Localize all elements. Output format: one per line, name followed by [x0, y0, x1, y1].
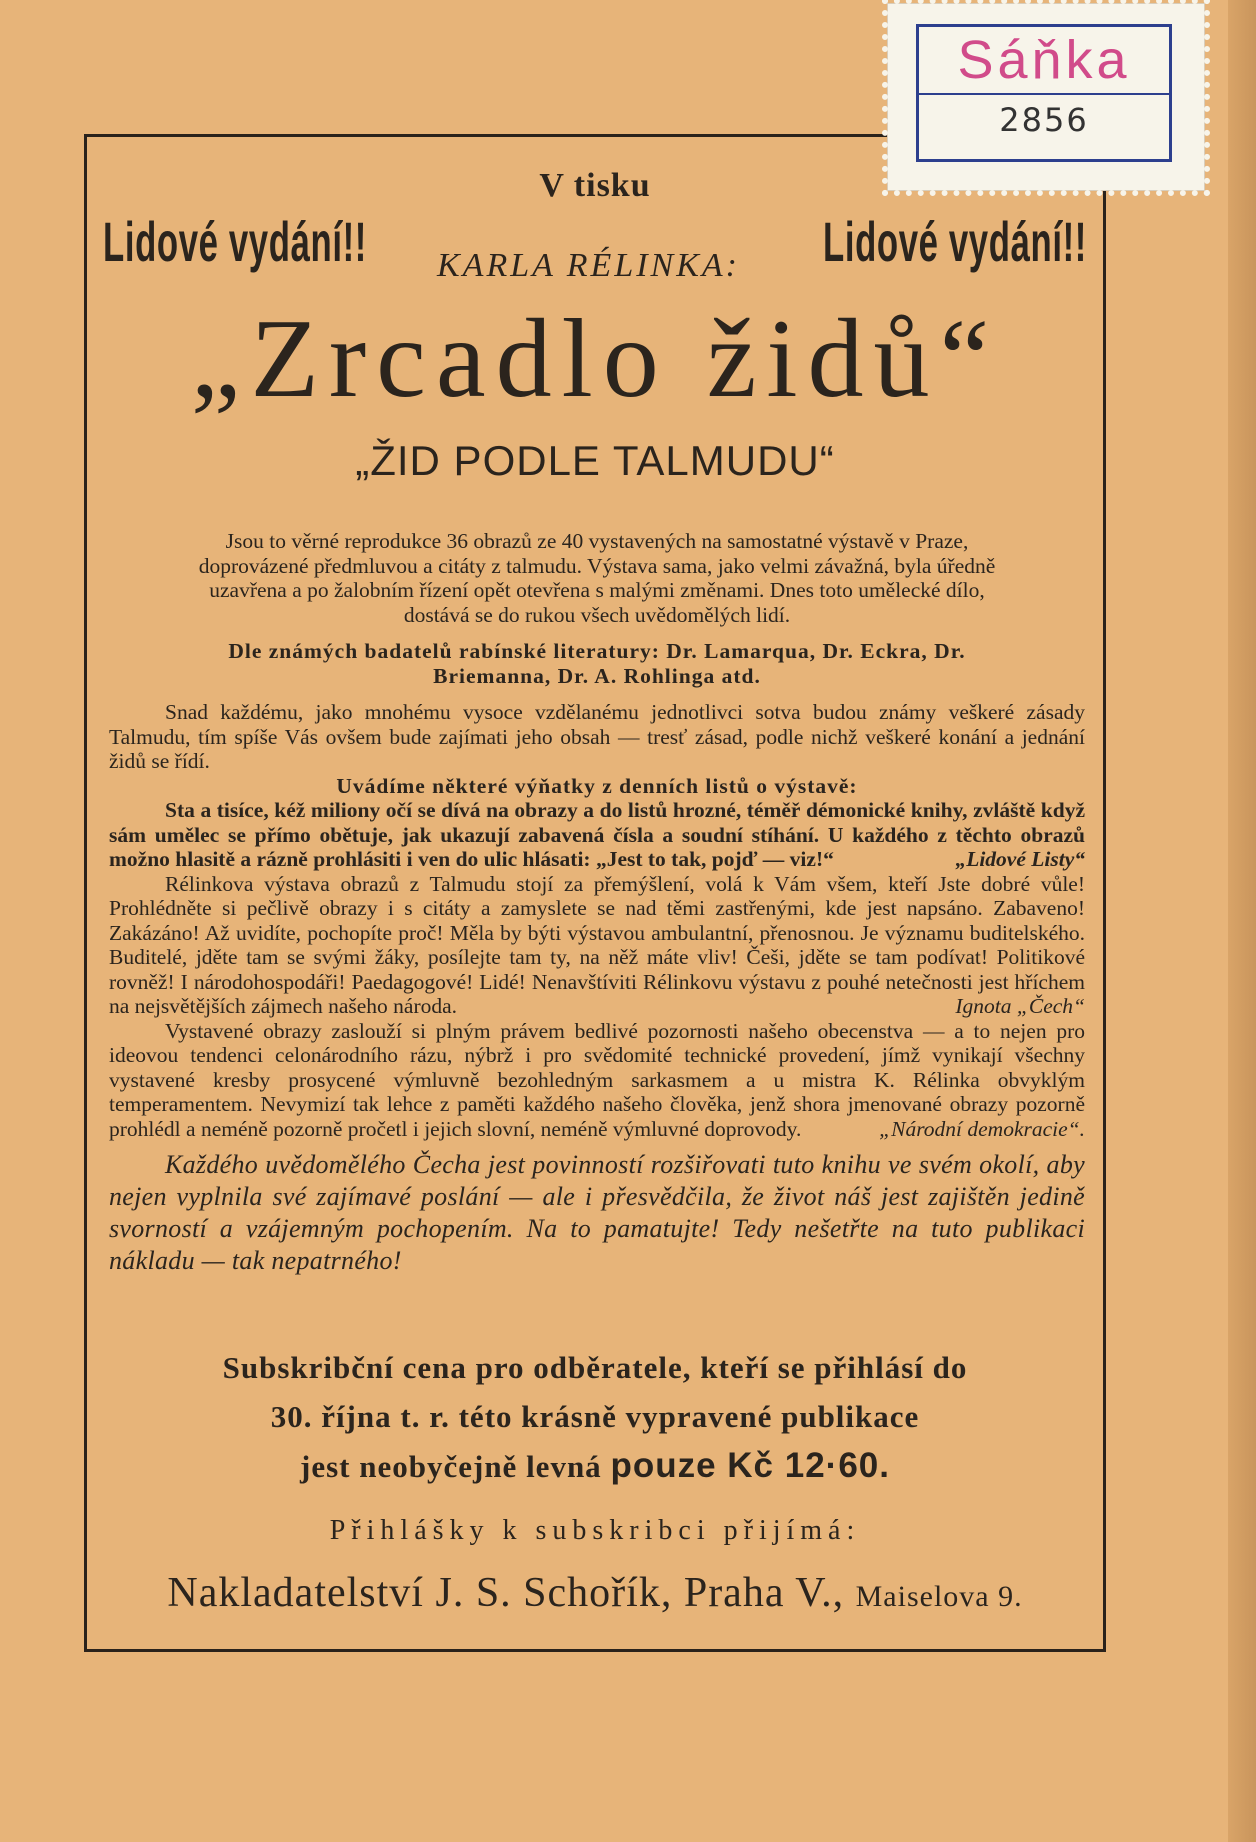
subscription-price: pouze Kč 12·60.: [610, 1446, 890, 1485]
quote-1-source: „Lidové Listy“: [955, 847, 1085, 871]
quote-1-text: Sta a tisíce, kéž miliony očí se dívá na obrazy a do listů hrozné, téměř démonické knihy, zvláště když sám umělec se přímo obětuje, jak ukazují zabavená čísla a soudní stíhání. U každého z těchto obrazů možno hlasitě a rázně prohlásiti i ven do ulic hlásati: „Jest to tak, pojď — viz!“: [109, 798, 1085, 871]
stamp-divider: [919, 93, 1169, 95]
subscription-prefix: jest neobyčejně levná: [300, 1449, 602, 1484]
in-print-label: V tisku: [539, 167, 651, 204]
quote-1: [109, 798, 1085, 872]
banner-left: Lidové vydání!!: [103, 210, 367, 273]
quote-2-text: Rélinkova výstava obrazů z Talmudu stojí za přemýšlení, volá k Vám všem, kteří Jste dobré vůle! Prohlédněte si pečlivě obrazy i s citáty a zamyslete se nad těmi zastřenými, kde jest napsáno. Zabaveno! Zakázáno! Až uvidíte, pochopíte proč! Měla by býti výstavou ambulantní, přenosnou. Je významu buditelského. Buditelé, jděte tam se svými žáky, posílejte tam ty, na něž máte vliv! Češi, jděte se tam podívat! Politikové rovněž! I národohospodáři! Paedagogové! Lidé! Nenavštíviti Rélinkovu výstavu z pouhé netečnosti jest hříchem na nejsvětějších zájmech našeho národa.: [109, 871, 1085, 1018]
advertisement-frame: [84, 134, 1106, 1652]
book-subtitle: „ŽID PODLE TALMUDU“: [355, 437, 835, 484]
quote-3-source: „Národní demokracie“.: [879, 1116, 1085, 1141]
book-title: „Zrcadlo židů“: [190, 297, 1000, 421]
banner-right: Lidové vydání!!: [823, 210, 1087, 273]
subscription-line-2: 30. října t. r. této krásně vypravené publikace: [270, 1399, 920, 1434]
quote-3: [109, 1019, 1085, 1142]
talmud-paragraph: Snad každému, jako mnohému vysoce vzdělanému jednotlivci sotva budou známy veškeré zásady Talmudu, tím spíše Vás ovšem bude zajímati jeho obsah — tresť zásad, podle nichž veškeré konání a jednání židů se řídí.: [109, 700, 1085, 773]
publisher-address: Maiselova 9.: [855, 1580, 1023, 1613]
excerpts-heading: Uvádíme některé výňatky z denních listů o výstavě:: [336, 773, 858, 798]
subscription-block: [107, 1343, 1083, 1491]
quote-2-source: Ignota „Čech“: [955, 994, 1085, 1018]
library-stamp: [888, 4, 1204, 190]
body-text: [109, 529, 1085, 1277]
stamp-name: Sáňka: [957, 30, 1131, 90]
subscription-line-1: Subskribční cena pro odběratele, kteří se přihlásí do: [222, 1350, 968, 1385]
stamp-box: [916, 24, 1172, 162]
subscription-line-3: [107, 1441, 1083, 1491]
stamp-number: 2856: [999, 101, 1089, 139]
publisher-name: Nakladatelství J. S. Schořík, Praha V.,: [167, 1570, 845, 1616]
appeal-paragraph: Každého uvědomělého Čecha jest povinností rozšiřovati tuto knihu ve svém okolí, aby nejen vyplnila své zajímavé poslání — ale i přesvědčila, že život náš jest zajištěn jedině svorností a vzájemným pochopením. Na to pamatujte! Tedy nešetřte na tuto publikaci nákladu — tak nepatrného!: [109, 1150, 1085, 1275]
publisher-line: [87, 1569, 1103, 1617]
intro-paragraph: Jsou to věrné reprodukce 36 obrazů ze 40 vystavených na samostatné výstavě v Praze, doprovázené předmluvou a citáty z talmudu. Výstava sama, jako velmi závažná, byla úředně uzavřena a po žalobním řízení opět otevřena s malými změnami. Dnes toto umělecké dílo, dostává se do rukou všech uvědomělých lidí.: [198, 529, 996, 627]
quote-2: [109, 872, 1085, 1019]
sources-paragraph: Dle známých badatelů rabínské literatury: Dr. Lamarqua, Dr. Eckra, Dr. Briemanna, Dr. A. Rohlinga atd.: [228, 639, 966, 688]
quote-3-text: Vystavené obrazy zaslouží si plným právem bedlivé pozornosti našeho obecenstva — a to nejen pro ideovou tendenci celonárodního rázu, nýbrž i pro svědomité technické provedení, jímž vynikají všechny vystavené kresby prosycené výmluvně bezohledným sarkasmem a u mistra K. Rélinka obvyklým temperamentem. Nevymizí tak lehce z paměti každého našeho člověka, jenž shora jmenované obrazy pozorně prohlédl a neméně pozorně pročetl i jejich slovní, neméně výmluvné doprovody.: [109, 1018, 1085, 1141]
page-edge: [1228, 0, 1256, 1842]
applications-label: Přihlášky k subskribci přijímá:: [329, 1515, 861, 1546]
author-name: KARLA RÉLINKA:: [437, 247, 740, 284]
